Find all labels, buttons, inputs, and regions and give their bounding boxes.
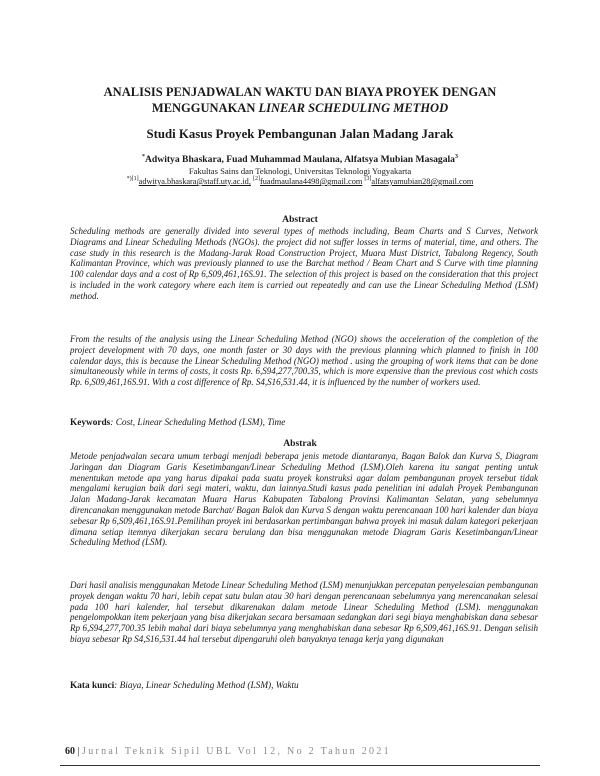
paper-subtitle: Studi Kasus Proyek Pembangunan Jalan Madang Jarak: [146, 127, 454, 141]
journal-name: Jurnal Teknik Sipil UBL Vol 12, No 2 Tahun 2021: [82, 746, 391, 757]
abstrak-heading: Abstrak: [283, 438, 317, 449]
keywords-text: : Cost, Linear Scheduling Method (LSM), Time: [110, 418, 286, 428]
page-number: 60: [65, 746, 75, 757]
email-sup-2: [2]: [253, 176, 260, 183]
abstrak-paragraph-1: Metode penjadwalan secara umum terbagi menjadi beberapa jenis metode diantaranya, Bagan Balok dan Kurva S, Diagram Jaringan dan Diagram Garis Kesetimbangan/Linear Scheduling Method (LSM).Oleh karena itu sangat penting untuk menentukan metode apa yang harus dipakai pada suatu proyek konstruksi agar dalam pembangunan proyek tersebut tidak mengalami kerugian baik dari segi materi, waktu, dan lainnya.Studi kasus pada penelitian ini adalah Proyek Pembangunan Jalan Madang-Jarak kecamatan Muara Harus Kabupaten Tabalong Provinsi Kalimantan Selatan, yang sebelumnya direncanakan menggunakan metode Barchat/ Bagan Balok dan Kurva S dengan waktu perencanaan 100 hari kalender dan biaya sebesar Rp 6,S09,461,16S.91.Pemilihan proyek ini berdasarkan pertimbangan bahwa proyek ini masuk dalam kategori pekerjaan dimana setiap itemnya dikerjakan secara berulang dan bisa menggunakan metode Diagram Garis Kesetimbangan/Linear Scheduling Method (LSM).: [70, 451, 538, 548]
author-names: Adwitya Bhaskara, Fuad Muhammad Maulana, Alfatsya Mubian Masagala: [145, 154, 455, 165]
email-line: [60, 177, 540, 186]
page-footer: [65, 746, 391, 757]
affiliation: Fakultas Sains dan Teknologi, Universitas Teknologi Yogyakarta: [188, 166, 412, 176]
kata-kunci-label: Kata kunci: [70, 681, 115, 691]
kata-kunci-text: : Biaya, Linear Scheduling Method (LSM), Waktu: [114, 681, 299, 691]
keywords-label: Keywords: [70, 418, 111, 428]
title-line-2-italic: LINEAR SCHEDULING METHOD: [258, 101, 449, 115]
email-link-2[interactable]: fuadmaulana4498@gmail.com: [260, 177, 363, 186]
title-line-2-prefix: MENGGUNAKAN: [151, 101, 259, 115]
abstrak-paragraph-2: Dari hasil analisis menggunakan Metode Linear Scheduling Method (LSM) menunjukkan percepatan penyelesaian pembangunan proyek dengan waktu 70 hari, lebih cepat satu bulan atau 30 hari dengan perencanaan sebelumnya yang merencanakan selesai pada 100 hari kalender, hal tersebut dikarenakan dalam metode Linear Scheduling Method (LSM). menggunakan pengelompokkan item pekerjaan yang bisa dikerjakan secara bersamaan sedangkan dari segi biaya menghabiskan dana sebesar Rp 6,S94,277,700.35 lebih mahal dari biaya sebelumnya yang menghabiskan dana sebesar Rp 6,S09,461,16S.91. Dengan selisih biaya sebesar Rp S4,S16,531.44 hal tersebut dipengaruhi oleh banyaknya tenaga kerja yang digunakan: [70, 580, 538, 644]
title-line-1: ANALISIS PENJADWALAN WAKTU DAN BIAYA PROYEK DENGAN: [103, 85, 497, 99]
title-line-2: [60, 100, 540, 116]
paper-title: [60, 84, 540, 116]
keywords-line: [70, 418, 538, 428]
email-link-1[interactable]: adwitya.bhaskara@staff.uty.ac.id,: [138, 177, 251, 186]
abstract-heading: Abstract: [282, 214, 318, 225]
abstract-paragraph-1: Scheduling methods are generally divided into several types of methods including, Beam Charts and S Curves, Network Diagrams and Linear Scheduling Methods (NGOs). the project did not suffer losses in terms of material, time, and others. The case study in this research is the Madang-Jarak Road Construction Project, Muara Must District, Tabalong Regency, South Kalimantan Province, which was previously planned to use the Barchat method / Beam Chart and S Curve with time planning 100 calendar days and a cost of Rp 6,S09,461,16S.91. The selection of this project is based on the consideration that this project is included in the work category where each item is carried out repeatedly and can use the Linear Scheduling Method (LSM) method.: [70, 226, 538, 301]
email-sup-1: *)[1]: [126, 176, 139, 183]
email-sup-3: [3]: [364, 176, 372, 183]
kata-kunci-line: [70, 681, 538, 691]
abstract-paragraph-2: From the results of the analysis using the Linear Scheduling Method (NGO) shows the acceleration of the completion of the project development with 70 days, one month faster or 30 days with the previous planning which planned to finish in 100 calendar days, this is because the Linear Scheduling Method (NGO) method . using the grouping of work items that can be done simultaneously while in terms of costs, it costs Rp. 6,S94,277,700.35, which is more expensive than the previous cost which costs Rp. 6,S09,461,16S.91. With a cost difference of Rp. S4,S16,531.44, it is influenced by the number of workers used.: [70, 334, 538, 388]
footer-divider: [60, 765, 540, 766]
author-list: [60, 154, 540, 165]
author-sup-star: *: [142, 153, 145, 160]
footer-separator: |: [75, 746, 83, 757]
email-link-3[interactable]: alfatsyamubian28@gmail.com: [371, 177, 474, 186]
author-sup-3: 3: [454, 153, 458, 160]
